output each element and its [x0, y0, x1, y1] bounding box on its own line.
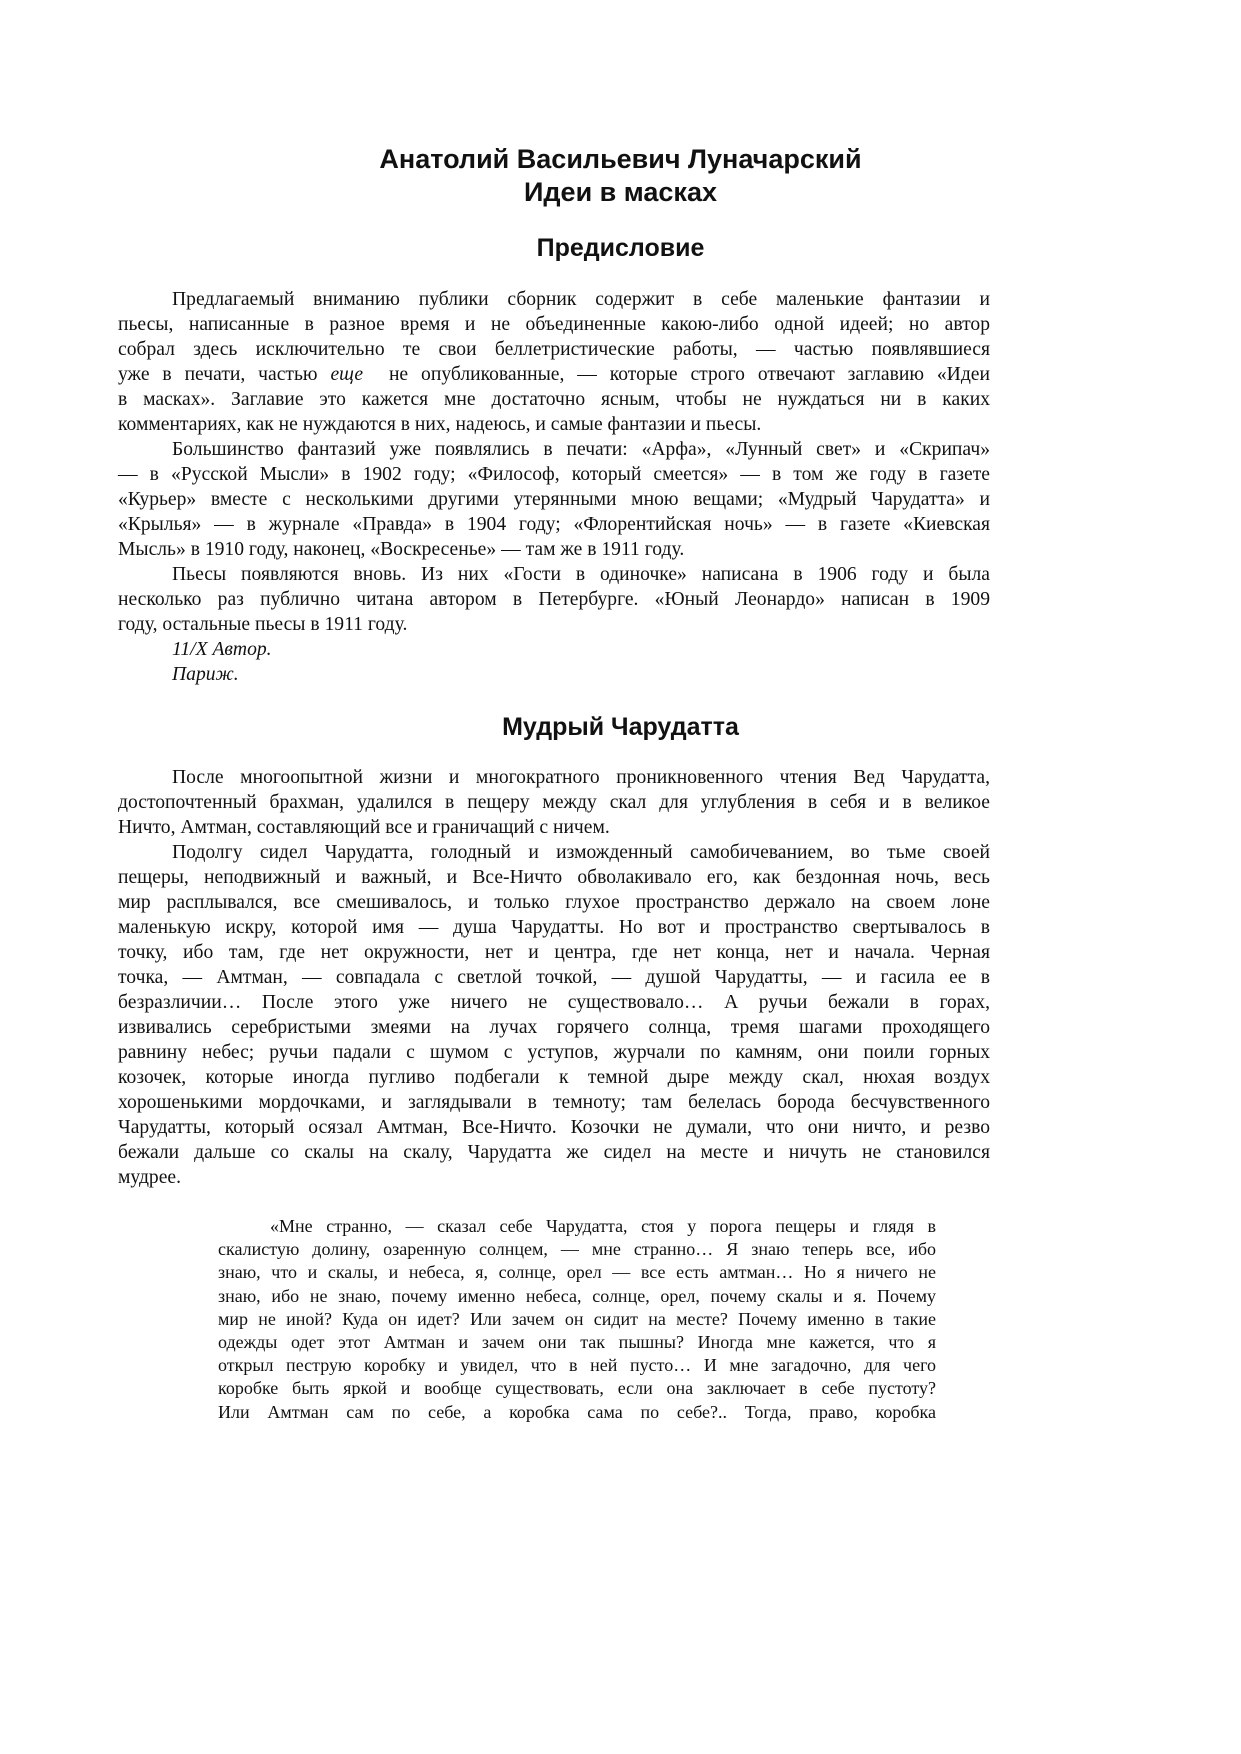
- text-line: в масках». Заглавие это кажется мне достаточно ясным, чтобы не нуждаться ни в каких: [118, 389, 990, 410]
- quote-line: скалистую долину, озаренную солнцем, — мне странно… Я знаю теперь все, ибо: [218, 1239, 936, 1260]
- italic-word: еще: [330, 364, 364, 385]
- text-line: мир расплывался, все смешивалось, и только глухое пространство держало на своем лоне: [118, 892, 990, 913]
- text-line: пещеры, неподвижный и важный, и Все-Ничто обволакивало его, как бездонная ночь, весь: [118, 867, 990, 888]
- text-line: После многоопытной жизни и многократного проникновенного чтения Вед Чарудатта,: [172, 767, 990, 788]
- quote-line: знаю, что и скалы, и небеса, я, солнце, орел — все есть амтман… Но я ничего не: [218, 1262, 936, 1283]
- text-line: собрал здесь исключительно те свои беллетристические работы, — частью появлявшиеся: [118, 339, 990, 360]
- quote-line: одежды одет этот Амтман и зачем они так пышны? Иногда мне кажется, что я: [218, 1331, 936, 1352]
- text-line: точка, — Амтман, — совпадала с светлой точкой, — душой Чарудатты, — и гасила ее в: [118, 967, 990, 988]
- book-title: Идеи в масках: [524, 177, 717, 207]
- text-line: — в «Русской Мысли» в 1902 году; «Философ, который смеется» — в том же году в газете: [118, 464, 990, 485]
- text-line: комментариях, как не нуждаются в них, надеюсь, и самые фантазии и пьесы.: [118, 414, 762, 435]
- text-line: [118, 362, 990, 387]
- quote-line: знаю, ибо не знаю, почему именно небеса, солнце, орел, почему скалы и я. Почему: [218, 1285, 936, 1306]
- text-line: Пьесы появляются вновь. Из них «Гости в одиночке» написана в 1906 году и была: [172, 564, 990, 585]
- preface-text: [118, 287, 990, 687]
- text-line: Мысль» в 1910 году, наконец, «Воскресенье» — там же в 1911 году.: [118, 539, 685, 560]
- text-line: извивались серебристыми змеями на лучах горячего солнца, тремя шагами проходящего: [118, 1017, 990, 1038]
- story-paragraph-2: [118, 840, 990, 1190]
- signature-place: Париж.: [172, 664, 239, 685]
- preface-heading: Предисловие: [536, 234, 705, 262]
- text-line: безразличии… После этого уже ничего не существовало… А ручьи бежали в горах,: [118, 992, 990, 1013]
- text-segment: не опубликованные, — которые строго отвечают заглавию «Идеи: [363, 364, 990, 385]
- preface-paragraph-3: [118, 562, 990, 637]
- text-line: несколько раз публично читана автором в Петербурге. «Юный Леонардо» написан в 1909: [118, 589, 990, 610]
- text-line: Ничто, Амтман, составляющий все и граничащий с ничем.: [118, 817, 610, 838]
- text-line: мудрее.: [118, 1167, 182, 1188]
- text-line: хорошенькими мордочками, и заглядывали в темноту; там белелась борода бесчувственного: [118, 1092, 990, 1113]
- text-line: равнину небес; ручьи падали с шумом с уступов, журчали по камням, они поили горных: [118, 1042, 990, 1063]
- text-segment: уже в печати, частью: [118, 364, 331, 385]
- text-line: козочек, которые иногда пугливо подбегали к темной дыре между скал, нюхая воздух: [118, 1067, 990, 1088]
- quote-line: Или Амтман сам по себе, а коробка сама по себе?.. Тогда, право, коробка: [218, 1401, 936, 1422]
- quote-block: [218, 1215, 936, 1424]
- text-line: достопочтенный брахман, удалился в пещеру между скал для углубления в себя и в великое: [118, 792, 990, 813]
- quote-line: «Мне странно, — сказал себе Чарудатта, стоя у порога пещеры и глядя в: [270, 1216, 936, 1236]
- preface-paragraph-2: [118, 437, 990, 562]
- text-line: точку, ибо там, где нет окружности, нет и центра, где нет конца, нет и начала. Черная: [118, 942, 990, 963]
- story-paragraph-1: [118, 765, 990, 840]
- preface-paragraph-1: [118, 287, 990, 437]
- signature: 11/X Автор.: [172, 639, 272, 660]
- story-heading: Мудрый Чарудатта: [502, 713, 739, 741]
- text-line: «Крылья» — в журнале «Правда» в 1904 году; «Флорентийская ночь» — в газете «Киевская: [118, 514, 990, 535]
- author-name: Анатолий Васильевич Луначарский: [379, 144, 862, 174]
- quote-line: открыл пеструю коробку и увидел, что в ней пусто… И мне загадочно, для чего: [218, 1355, 936, 1376]
- text-line: маленькую искру, которой имя — душа Чарудатты. Но вот и пространство свертывалось в: [118, 917, 990, 938]
- text-line: Подолгу сидел Чарудатта, голодный и изможденный самобичеванием, во тьме своей: [172, 842, 990, 863]
- text-line: году, остальные пьесы в 1911 году.: [118, 614, 408, 635]
- quote-line: мир не иной? Куда он идет? Или зачем он сидит на месте? Почему именно в такие: [218, 1308, 936, 1329]
- story-text: [118, 765, 990, 1190]
- quote-line: коробке быть яркой и вообще существовать, если она заключает в себе пустоту?: [218, 1378, 936, 1399]
- text-line: Большинство фантазий уже появлялись в печати: «Арфа», «Лунный свет» и «Скрипач»: [172, 439, 990, 460]
- text-line: Чарудатты, который осязал Амтман, Все-Ничто. Козочки не думали, что они ничто, и резво: [118, 1117, 990, 1138]
- text-line: Предлагаемый вниманию публики сборник содержит в себе маленькие фантазии и: [172, 289, 990, 310]
- text-line: пьесы, написанные в разное время и не объединенные какою-либо одной идеей; но автор: [118, 314, 990, 335]
- text-line: бежали дальше со скалы на скалу, Чарудатта же сидел на месте и ничуть не становился: [118, 1142, 990, 1163]
- text-line: «Курьер» вместе с несколькими другими утерянными мною вещами; «Мудрый Чарудатта» и: [118, 489, 990, 510]
